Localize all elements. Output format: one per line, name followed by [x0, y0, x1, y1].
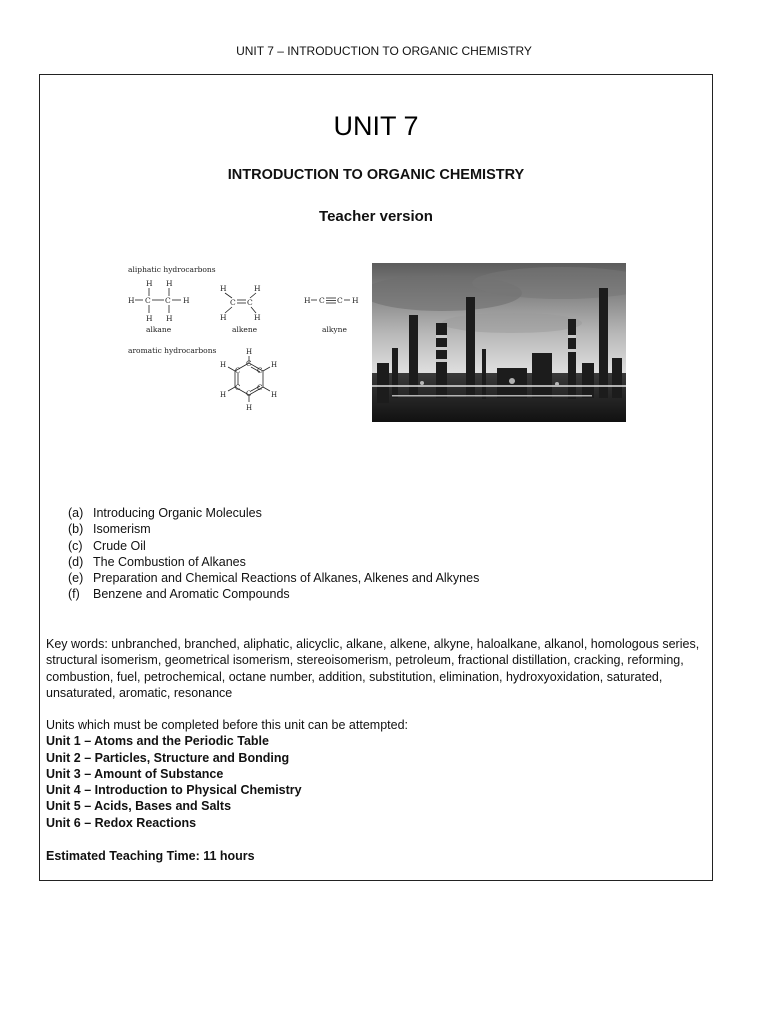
- alkene-label: alkene: [232, 325, 258, 334]
- svg-text:C: C: [145, 296, 151, 305]
- unit-subtitle: INTRODUCTION TO ORGANIC CHEMISTRY: [227, 167, 525, 183]
- svg-text:C: C: [247, 298, 253, 307]
- list-item: (f) Benzene and Aromatic Compounds: [68, 587, 290, 602]
- aliphatic-label: aliphatic hydrocarbons: [128, 265, 216, 274]
- svg-text:H: H: [183, 296, 190, 305]
- svg-text:C: C: [337, 296, 343, 305]
- svg-text:H: H: [254, 313, 261, 322]
- alkyne-structure: [304, 296, 359, 334]
- refinery-photo: [372, 263, 626, 422]
- prerequisite-unit: Unit 4 – Introduction to Physical Chemistry: [46, 783, 302, 798]
- list-item: (a) Introducing Organic Molecules: [68, 506, 262, 520]
- hydrocarbon-structures-figure: [124, 263, 384, 428]
- prerequisite-unit: Unit 6 – Redox Reactions: [46, 815, 197, 830]
- prerequisite-unit: Unit 2 – Particles, Structure and Bonding: [46, 750, 290, 765]
- alkyne-label: alkyne: [322, 325, 347, 334]
- prerequisite-unit: Unit 5 – Acids, Bases and Salts: [46, 799, 232, 814]
- prerequisite-unit: Unit 1 – Atoms and the Periodic Table: [46, 734, 269, 749]
- svg-text:C: C: [230, 298, 236, 307]
- prerequisites-intro: Units which must be completed before this unit can be attempted:: [46, 718, 408, 732]
- svg-text:H: H: [246, 348, 253, 356]
- teaching-time: Estimated Teaching Time: 11 hours: [46, 849, 255, 863]
- svg-text:H: H: [220, 284, 227, 293]
- svg-text:H: H: [352, 296, 359, 305]
- svg-text:H: H: [220, 361, 227, 369]
- svg-text:C: C: [246, 390, 252, 398]
- unit-title: UNIT 7: [333, 111, 419, 141]
- list-item: (e) Preparation and Chemical Reactions of Alkanes, Alkenes and Alkynes: [68, 571, 480, 586]
- svg-text:H: H: [146, 279, 153, 288]
- keywords-paragraph: Key words: unbranched, branched, aliphatic, alicyclic, alkane, alkene, alkyne, haloalkane, alkanol, homologous series, structural isomerism, geometrical isomerism, stereoisomerism, petroleum, fractional distillation, cracking, reforming, combustion, fuel, petrochemical, octane number, addition, substitution, elimination, hydroxyoxidation, saturated, unsaturated, aromatic, resonance: [46, 637, 700, 700]
- svg-text:H: H: [220, 391, 227, 399]
- svg-text:C: C: [235, 367, 241, 375]
- svg-text:H: H: [220, 313, 227, 322]
- svg-text:H: H: [246, 404, 253, 412]
- alkene-structure: [220, 284, 261, 334]
- alkane-label: alkane: [146, 325, 172, 334]
- version-label: Teacher version: [319, 208, 433, 225]
- list-item: (d) The Combustion of Alkanes: [68, 554, 246, 569]
- svg-text:H: H: [128, 296, 135, 305]
- svg-text:H: H: [146, 314, 153, 323]
- svg-text:C: C: [257, 384, 263, 392]
- svg-text:C: C: [319, 296, 325, 305]
- svg-text:H: H: [166, 314, 173, 323]
- list-item: (c) Crude Oil: [68, 538, 146, 553]
- prerequisite-unit: Unit 3 – Amount of Substance: [46, 766, 224, 781]
- topic-list: [68, 505, 688, 603]
- svg-text:C: C: [246, 360, 252, 368]
- running-header: UNIT 7 – INTRODUCTION TO ORGANIC CHEMISTRY: [236, 44, 532, 58]
- svg-text:H: H: [271, 361, 278, 369]
- svg-text:C: C: [257, 367, 263, 375]
- alkane-structure: [128, 279, 190, 334]
- svg-text:C: C: [165, 296, 171, 305]
- svg-text:H: H: [304, 296, 311, 305]
- svg-text:C: C: [235, 384, 241, 392]
- svg-text:H: H: [166, 279, 173, 288]
- list-item: (b) Isomerism: [68, 522, 151, 537]
- prerequisites-section: [46, 717, 696, 831]
- aromatic-label: aromatic hydrocarbons: [128, 346, 217, 355]
- svg-text:H: H: [254, 284, 261, 293]
- cover-frame: [39, 74, 713, 881]
- svg-text:H: H: [271, 391, 278, 399]
